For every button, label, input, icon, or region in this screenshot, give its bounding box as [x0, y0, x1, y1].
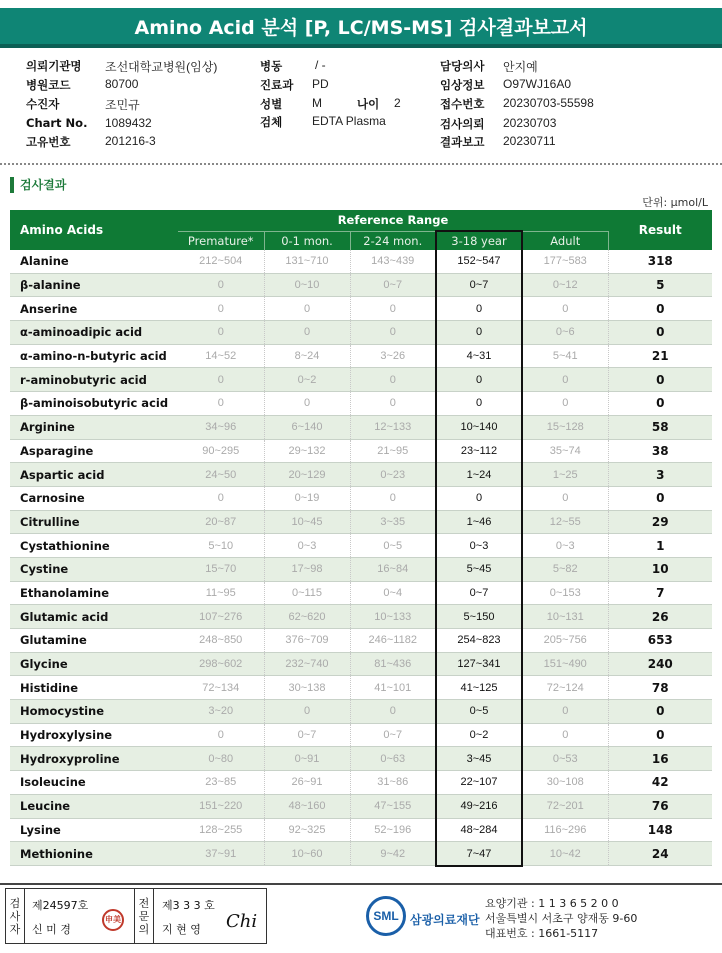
amino-acid-name: Cystine — [10, 557, 178, 581]
reference-range-cell: 29~132 — [264, 439, 350, 463]
specimen-label: 검체 — [260, 115, 283, 129]
table-row — [10, 415, 712, 439]
table-row — [10, 344, 712, 368]
doctor-value: 안지예 — [503, 60, 538, 74]
reference-range-cell: 24~50 — [178, 463, 264, 487]
reference-range-cell: 0 — [350, 700, 436, 724]
reference-range-cell: 15~70 — [178, 557, 264, 581]
reference-range-cell: 10~42 — [522, 842, 608, 866]
reference-range-cell: 12~133 — [350, 415, 436, 439]
reference-range-cell: 0 — [350, 321, 436, 345]
table-row — [10, 747, 712, 771]
reference-range-cell: 47~155 — [350, 794, 436, 818]
reference-range-cell: 0 — [350, 486, 436, 510]
reference-range-cell: 0 — [522, 392, 608, 416]
hospital-value: 조선대학교병원(임상) — [105, 60, 218, 74]
patient-info — [0, 56, 722, 156]
amino-acid-name: Ethanolamine — [10, 581, 178, 605]
amino-acid-name: α-aminoadipic acid — [10, 321, 178, 345]
reference-range-cell: 34~96 — [178, 415, 264, 439]
reference-range-cell: 151~220 — [178, 794, 264, 818]
specialist-license: 제3 3 3 호 — [162, 899, 215, 912]
uid-label: 고유번호 — [26, 135, 71, 149]
reference-range-cell: 12~55 — [522, 510, 608, 534]
reference-range-cell: 0 — [436, 486, 522, 510]
lab-info — [485, 896, 637, 941]
reference-range-cell: 30~108 — [522, 771, 608, 795]
reference-range-cell: 62~620 — [264, 605, 350, 629]
reference-range-cell: 41~101 — [350, 676, 436, 700]
result-cell: 76 — [608, 794, 712, 818]
result-header: Result — [608, 210, 712, 250]
reference-range-cell: 254~823 — [436, 629, 522, 653]
table-row — [10, 629, 712, 653]
patient-value: 조민규 — [105, 98, 140, 112]
reference-range-cell: 0~2 — [264, 368, 350, 392]
reference-range-cell: 22~107 — [436, 771, 522, 795]
amino-acid-name: Anserine — [10, 297, 178, 321]
reference-range-header: Reference Range — [178, 210, 608, 231]
uid-value: 201216-3 — [105, 134, 156, 148]
amino-acid-name: Citrulline — [10, 510, 178, 534]
amino-acid-name: Hydroxyproline — [10, 747, 178, 771]
amino-acid-name: Carnosine — [10, 486, 178, 510]
reference-range-cell: 0~153 — [522, 581, 608, 605]
range-col-header: 0-1 mon. — [264, 231, 350, 250]
table-row — [10, 534, 712, 558]
reference-range-cell: 3~26 — [350, 344, 436, 368]
reference-range-cell: 21~95 — [350, 439, 436, 463]
reference-range-cell: 0 — [178, 368, 264, 392]
reference-range-cell: 0 — [178, 486, 264, 510]
result-cell: 24 — [608, 842, 712, 866]
amino-acid-name: Aspartic acid — [10, 463, 178, 487]
result-cell: 148 — [608, 818, 712, 842]
amino-acid-name: β-aminoisobutyric acid — [10, 392, 178, 416]
amino-acid-name: Glutamic acid — [10, 605, 178, 629]
amino-acid-name: Alanine — [10, 250, 178, 273]
chart-value: 1089432 — [105, 116, 152, 130]
reference-range-cell: 0 — [178, 321, 264, 345]
code-label: 병원코드 — [26, 78, 71, 92]
reference-range-cell: 246~1182 — [350, 629, 436, 653]
table-row — [10, 723, 712, 747]
amino-acid-name: Asparagine — [10, 439, 178, 463]
reference-range-cell: 0~63 — [350, 747, 436, 771]
reference-range-cell: 5~10 — [178, 534, 264, 558]
reference-range-cell: 128~255 — [178, 818, 264, 842]
reference-range-cell: 0~7 — [436, 581, 522, 605]
results-table — [10, 210, 712, 867]
signature: Chi — [226, 911, 258, 932]
result-cell: 318 — [608, 250, 712, 273]
seal-stamp: 申美 — [102, 909, 124, 931]
reference-range-cell: 10~133 — [350, 605, 436, 629]
result-cell: 16 — [608, 747, 712, 771]
specimen-value: EDTA Plasma — [312, 114, 386, 128]
reference-range-cell: 376~709 — [264, 629, 350, 653]
reference-range-cell: 37~91 — [178, 842, 264, 866]
ward-value: / - — [315, 58, 326, 72]
reference-range-cell: 90~295 — [178, 439, 264, 463]
reference-range-cell: 9~42 — [350, 842, 436, 866]
reference-range-cell: 127~341 — [436, 652, 522, 676]
reference-range-cell: 0~2 — [436, 723, 522, 747]
reference-range-cell: 17~98 — [264, 557, 350, 581]
reference-range-cell: 0 — [350, 297, 436, 321]
section-title: 검사결과 — [10, 177, 66, 193]
table-row — [10, 652, 712, 676]
table-row — [10, 557, 712, 581]
reference-range-cell: 0 — [350, 392, 436, 416]
table-row — [10, 273, 712, 297]
table-row — [10, 392, 712, 416]
reference-range-cell: 0 — [522, 723, 608, 747]
reference-range-cell: 0~23 — [350, 463, 436, 487]
result-cell: 42 — [608, 771, 712, 795]
reference-range-cell: 298~602 — [178, 652, 264, 676]
result-cell: 26 — [608, 605, 712, 629]
amino-acid-name: Glutamine — [10, 629, 178, 653]
reference-range-cell: 14~52 — [178, 344, 264, 368]
result-cell: 240 — [608, 652, 712, 676]
reference-range-cell: 10~140 — [436, 415, 522, 439]
amino-acid-name: r-aminobutyric acid — [10, 368, 178, 392]
table-row — [10, 510, 712, 534]
code-value: 80700 — [105, 77, 139, 91]
range-col-header: Premature* — [178, 231, 264, 250]
table-row — [10, 486, 712, 510]
table-row — [10, 439, 712, 463]
amino-acid-name: Glycine — [10, 652, 178, 676]
reference-range-cell: 0~5 — [436, 700, 522, 724]
reference-range-cell: 151~490 — [522, 652, 608, 676]
reference-range-cell: 212~504 — [178, 250, 264, 273]
reference-range-cell: 0 — [436, 392, 522, 416]
result-cell: 0 — [608, 321, 712, 345]
signature-box — [5, 888, 267, 944]
specialist-name: 지 현 영 — [162, 923, 201, 936]
ward-label: 병동 — [260, 59, 283, 73]
range-col-header: 3-18 year — [436, 231, 522, 250]
reference-range-cell: 49~216 — [436, 794, 522, 818]
reference-range-cell: 0 — [264, 321, 350, 345]
reference-range-cell: 0~7 — [436, 273, 522, 297]
reference-range-cell: 0 — [522, 297, 608, 321]
reference-range-cell: 107~276 — [178, 605, 264, 629]
result-cell: 7 — [608, 581, 712, 605]
doctor-label: 담당의사 — [440, 59, 485, 73]
reference-range-cell: 5~45 — [436, 557, 522, 581]
reference-range-cell: 20~129 — [264, 463, 350, 487]
age-label: 나이 — [357, 97, 380, 111]
reference-range-cell: 116~296 — [522, 818, 608, 842]
amino-acid-name: Lysine — [10, 818, 178, 842]
reference-range-cell: 0 — [264, 297, 350, 321]
result-cell: 10 — [608, 557, 712, 581]
reference-range-cell: 152~547 — [436, 250, 522, 273]
reference-range-cell: 0 — [178, 273, 264, 297]
clinical-value: O97WJ16A0 — [503, 77, 572, 91]
reference-range-cell: 0~12 — [522, 273, 608, 297]
clinical-label: 임상정보 — [440, 78, 485, 92]
range-col-header: Adult — [522, 231, 608, 250]
reference-range-cell: 4~31 — [436, 344, 522, 368]
amino-acid-name: Methionine — [10, 842, 178, 866]
reference-range-cell: 0~4 — [350, 581, 436, 605]
reference-range-cell: 0 — [436, 368, 522, 392]
reference-range-cell: 0~19 — [264, 486, 350, 510]
report-date-value: 20230711 — [503, 134, 556, 148]
table-row — [10, 250, 712, 273]
inspector-vertical-label: 검 사 자 — [6, 889, 25, 943]
reference-range-cell: 1~46 — [436, 510, 522, 534]
reference-range-cell: 0 — [436, 321, 522, 345]
reference-range-cell: 48~160 — [264, 794, 350, 818]
reference-range-cell: 23~85 — [178, 771, 264, 795]
table-row — [10, 794, 712, 818]
reference-range-cell: 52~196 — [350, 818, 436, 842]
reference-range-cell: 72~134 — [178, 676, 264, 700]
reference-range-cell: 0 — [264, 700, 350, 724]
reference-range-cell: 5~150 — [436, 605, 522, 629]
reference-range-cell: 0~3 — [436, 534, 522, 558]
reference-range-cell: 48~284 — [436, 818, 522, 842]
reference-range-cell: 0~80 — [178, 747, 264, 771]
table-row — [10, 771, 712, 795]
reference-range-cell: 10~45 — [264, 510, 350, 534]
reference-range-cell: 0~10 — [264, 273, 350, 297]
footer-divider — [0, 883, 722, 885]
reference-range-cell: 0~3 — [522, 534, 608, 558]
result-cell: 0 — [608, 392, 712, 416]
chart-label: Chart No. — [26, 116, 88, 130]
table-row — [10, 368, 712, 392]
dept-value: PD — [312, 77, 329, 91]
reference-range-cell: 7~47 — [436, 842, 522, 866]
reference-range-cell: 131~710 — [264, 250, 350, 273]
receipt-label: 접수번호 — [440, 97, 485, 111]
reference-range-cell: 5~41 — [522, 344, 608, 368]
result-cell: 78 — [608, 676, 712, 700]
result-cell: 0 — [608, 723, 712, 747]
specialist-vertical-label: 전 문 의 — [134, 889, 154, 943]
amino-acid-name: Cystathionine — [10, 534, 178, 558]
reference-range-cell: 0~7 — [264, 723, 350, 747]
lab-address: 서울특별시 서초구 양재동 9-60 — [485, 912, 638, 925]
table-row — [10, 818, 712, 842]
reference-range-cell: 3~35 — [350, 510, 436, 534]
request-value: 20230703 — [503, 116, 557, 130]
patient-label: 수진자 — [26, 97, 60, 111]
reference-range-cell: 0~7 — [350, 273, 436, 297]
reference-range-cell: 0 — [178, 297, 264, 321]
inspector-license: 제24597호 — [32, 899, 89, 912]
reference-range-cell: 35~74 — [522, 439, 608, 463]
reference-range-cell: 26~91 — [264, 771, 350, 795]
reference-range-cell: 81~436 — [350, 652, 436, 676]
report-date-label: 결과보고 — [440, 135, 485, 149]
result-cell: 653 — [608, 629, 712, 653]
reference-range-cell: 8~24 — [264, 344, 350, 368]
result-cell: 58 — [608, 415, 712, 439]
lab-logo: SML — [366, 896, 406, 936]
receipt-value: 20230703-55598 — [503, 96, 594, 110]
reference-range-cell: 0~5 — [350, 534, 436, 558]
reference-range-cell: 0~53 — [522, 747, 608, 771]
reference-range-cell: 1~24 — [436, 463, 522, 487]
lab-code: 요양기관 : 1 1 3 6 5 2 0 0 — [485, 897, 619, 910]
table-row — [10, 842, 712, 866]
reference-range-cell: 0 — [522, 700, 608, 724]
reference-range-cell: 205~756 — [522, 629, 608, 653]
dept-label: 진료과 — [260, 78, 294, 92]
reference-range-cell: 248~850 — [178, 629, 264, 653]
request-label: 검사의뢰 — [440, 117, 485, 131]
reference-range-cell: 5~82 — [522, 557, 608, 581]
table-row — [10, 463, 712, 487]
reference-range-cell: 0~7 — [350, 723, 436, 747]
result-cell: 38 — [608, 439, 712, 463]
result-cell: 0 — [608, 700, 712, 724]
amino-acid-name: Leucine — [10, 794, 178, 818]
result-cell: 3 — [608, 463, 712, 487]
lab-name: 삼광의료재단 — [410, 913, 480, 927]
report-title: Amino Acid 분석 [P, LC/MS-MS] 검사결과보고서 — [0, 8, 722, 48]
reference-range-cell: 15~128 — [522, 415, 608, 439]
reference-range-cell: 232~740 — [264, 652, 350, 676]
reference-range-cell: 92~325 — [264, 818, 350, 842]
reference-range-cell: 6~140 — [264, 415, 350, 439]
age-value: 2 — [394, 96, 401, 110]
result-cell: 29 — [608, 510, 712, 534]
result-cell: 0 — [608, 368, 712, 392]
reference-range-cell: 0~115 — [264, 581, 350, 605]
reference-range-cell: 0 — [178, 392, 264, 416]
reference-range-cell: 177~583 — [522, 250, 608, 273]
table-row — [10, 605, 712, 629]
lab-phone: 대표번호 : 1661-5117 — [485, 927, 599, 940]
sex-value: M — [312, 96, 322, 110]
table-row — [10, 321, 712, 345]
reference-range-cell: 0 — [264, 392, 350, 416]
reference-range-cell: 1~25 — [522, 463, 608, 487]
amino-acid-name: β-alanine — [10, 273, 178, 297]
amino-acid-name: α-amino-n-butyric acid — [10, 344, 178, 368]
reference-range-cell: 11~95 — [178, 581, 264, 605]
reference-range-cell: 0~3 — [264, 534, 350, 558]
reference-range-cell: 0 — [522, 368, 608, 392]
reference-range-cell: 3~45 — [436, 747, 522, 771]
reference-range-cell: 0 — [350, 368, 436, 392]
sex-label: 성별 — [260, 97, 283, 111]
reference-range-cell: 10~131 — [522, 605, 608, 629]
reference-range-cell: 20~87 — [178, 510, 264, 534]
amino-acid-name: Hydroxylysine — [10, 723, 178, 747]
hospital-label: 의뢰기관명 — [26, 59, 82, 73]
reference-range-cell: 0~91 — [264, 747, 350, 771]
range-col-header: 2-24 mon. — [350, 231, 436, 250]
amino-acid-name: Isoleucine — [10, 771, 178, 795]
divider — [0, 163, 722, 165]
reference-range-cell: 30~138 — [264, 676, 350, 700]
result-cell: 0 — [608, 297, 712, 321]
result-cell: 0 — [608, 486, 712, 510]
reference-range-cell: 72~201 — [522, 794, 608, 818]
reference-range-cell: 41~125 — [436, 676, 522, 700]
result-cell: 1 — [608, 534, 712, 558]
inspector-name: 신 미 경 — [32, 923, 71, 936]
reference-range-cell: 16~84 — [350, 557, 436, 581]
result-cell: 21 — [608, 344, 712, 368]
reference-range-cell: 3~20 — [178, 700, 264, 724]
unit-label: 단위: μmol/L — [642, 196, 708, 209]
amino-acid-name: Arginine — [10, 415, 178, 439]
reference-range-cell: 31~86 — [350, 771, 436, 795]
reference-range-cell: 10~60 — [264, 842, 350, 866]
amino-acid-name: Homocystine — [10, 700, 178, 724]
reference-range-cell: 0 — [178, 723, 264, 747]
table-row — [10, 581, 712, 605]
amino-acid-name: Histidine — [10, 676, 178, 700]
table-row — [10, 297, 712, 321]
reference-range-cell: 72~124 — [522, 676, 608, 700]
amino-acids-header: Amino Acids — [10, 210, 178, 250]
reference-range-cell: 0 — [436, 297, 522, 321]
reference-range-cell: 0 — [522, 486, 608, 510]
reference-range-cell: 0~6 — [522, 321, 608, 345]
table-row — [10, 700, 712, 724]
reference-range-cell: 23~112 — [436, 439, 522, 463]
table-row — [10, 676, 712, 700]
result-cell: 5 — [608, 273, 712, 297]
reference-range-cell: 143~439 — [350, 250, 436, 273]
